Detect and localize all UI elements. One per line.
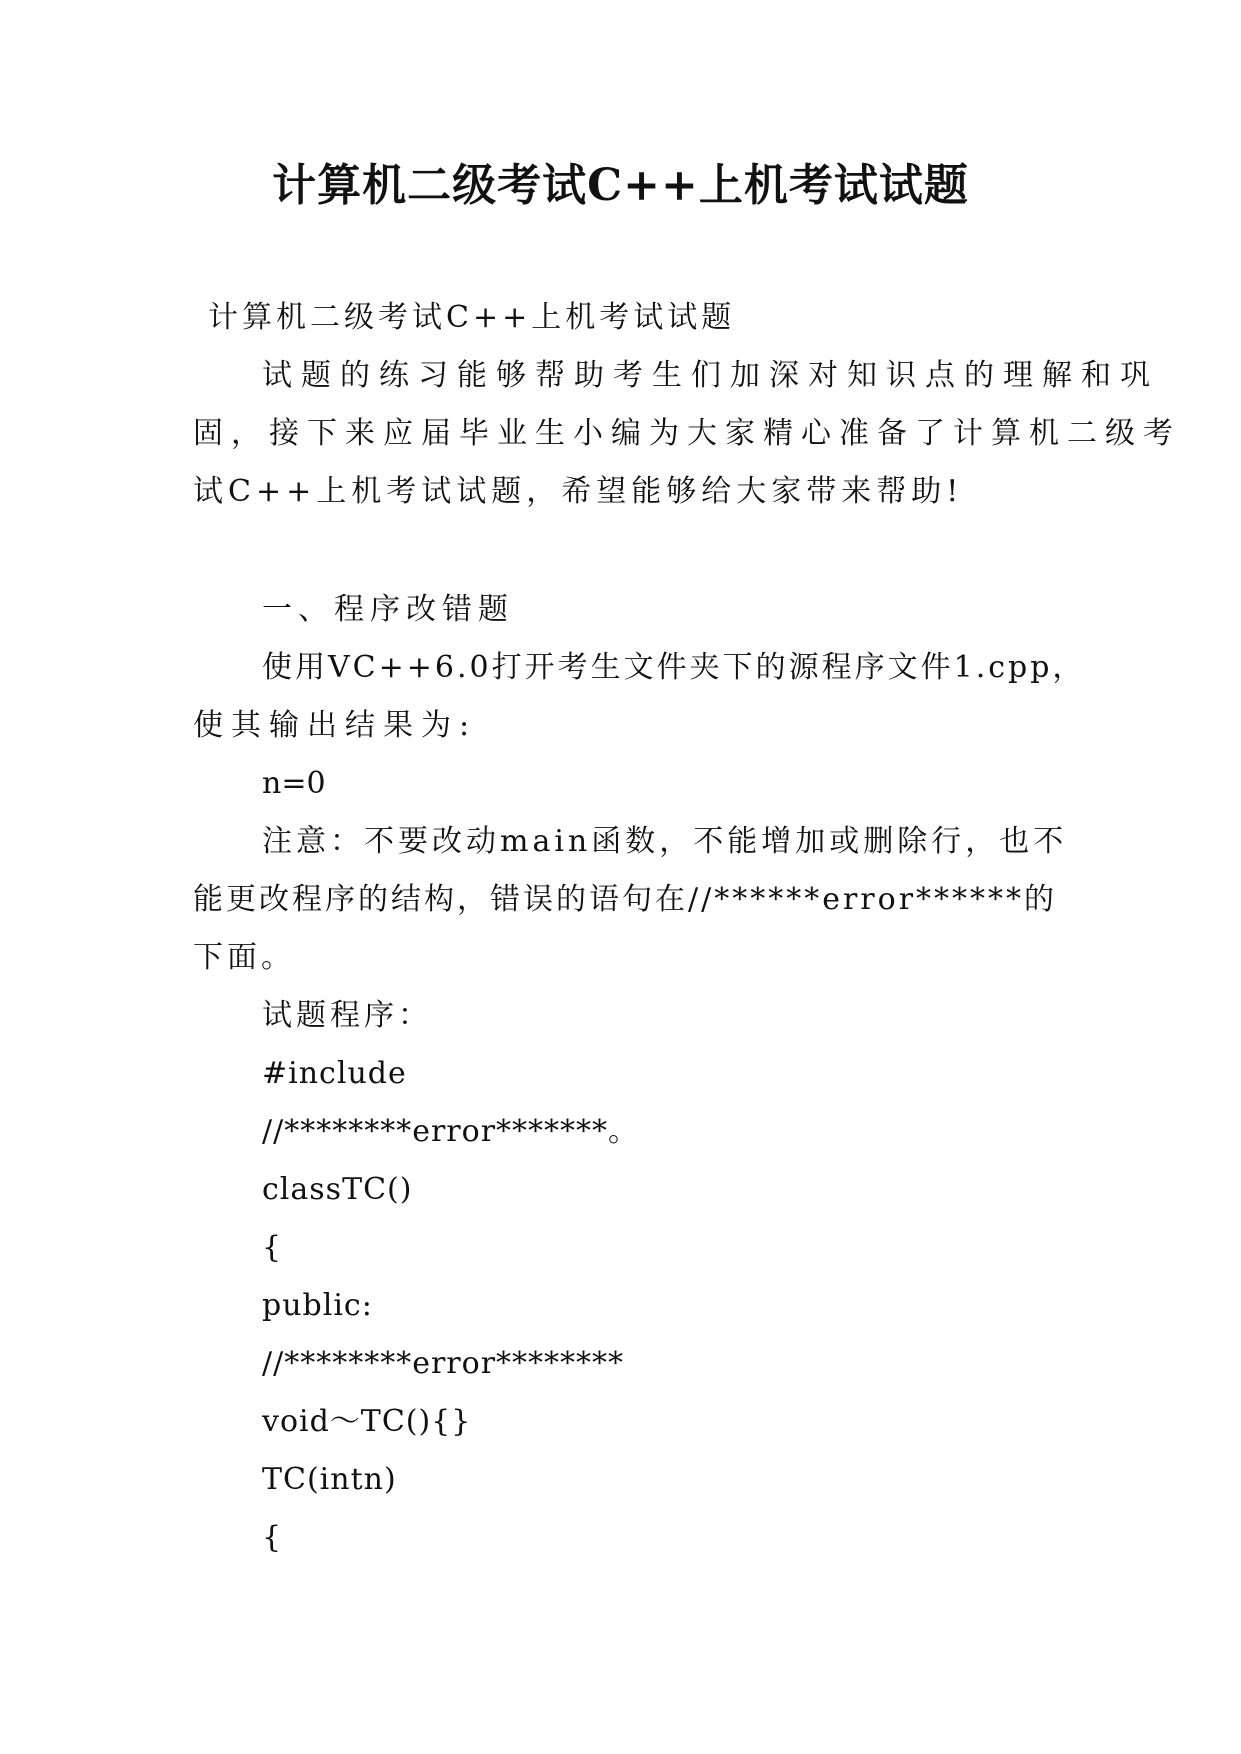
note-line-2: 能更改程序的结构，错误的语句在//******error******的 — [193, 882, 1058, 917]
section-heading: 一、程序改错题 — [262, 592, 514, 627]
code-line: classTC() — [262, 1172, 413, 1207]
code-line: public: — [262, 1288, 373, 1323]
document-title: 计算机二级考试C++上机考试试题 — [272, 160, 969, 211]
note-line-3: 下面。 — [193, 940, 295, 975]
intro-line-1: 试题的练习能够帮助考生们加深对知识点的理解和巩 — [262, 358, 1159, 393]
intro-line-2: 固，接下来应届毕业生小编为大家精心准备了计算机二级考 — [193, 416, 1181, 451]
instruction-line-1: 使用VC++6.0打开考生文件夹下的源程序文件1.cpp， — [262, 650, 1086, 685]
code-line: void～TC(){} — [262, 1404, 472, 1439]
note-line-1: 注意：不要改动main函数，不能增加或删除行，也不 — [262, 824, 1068, 859]
code-line: { — [262, 1520, 283, 1555]
program-label: 试题程序： — [262, 998, 432, 1033]
expected-output: n=0 — [262, 766, 326, 801]
code-line: //********error******** — [262, 1346, 625, 1381]
code-line: { — [262, 1230, 283, 1265]
code-line: //********error*******。 — [262, 1114, 640, 1149]
instruction-line-2: 使其输出结果为: — [193, 708, 478, 743]
code-line: TC(intn) — [262, 1462, 397, 1497]
intro-line-3: 试C++上机考试试题，希望能够给大家带来帮助! — [193, 474, 964, 509]
document-subtitle: 计算机二级考试C++上机考试试题 — [208, 300, 736, 335]
code-line: #include — [262, 1056, 407, 1091]
